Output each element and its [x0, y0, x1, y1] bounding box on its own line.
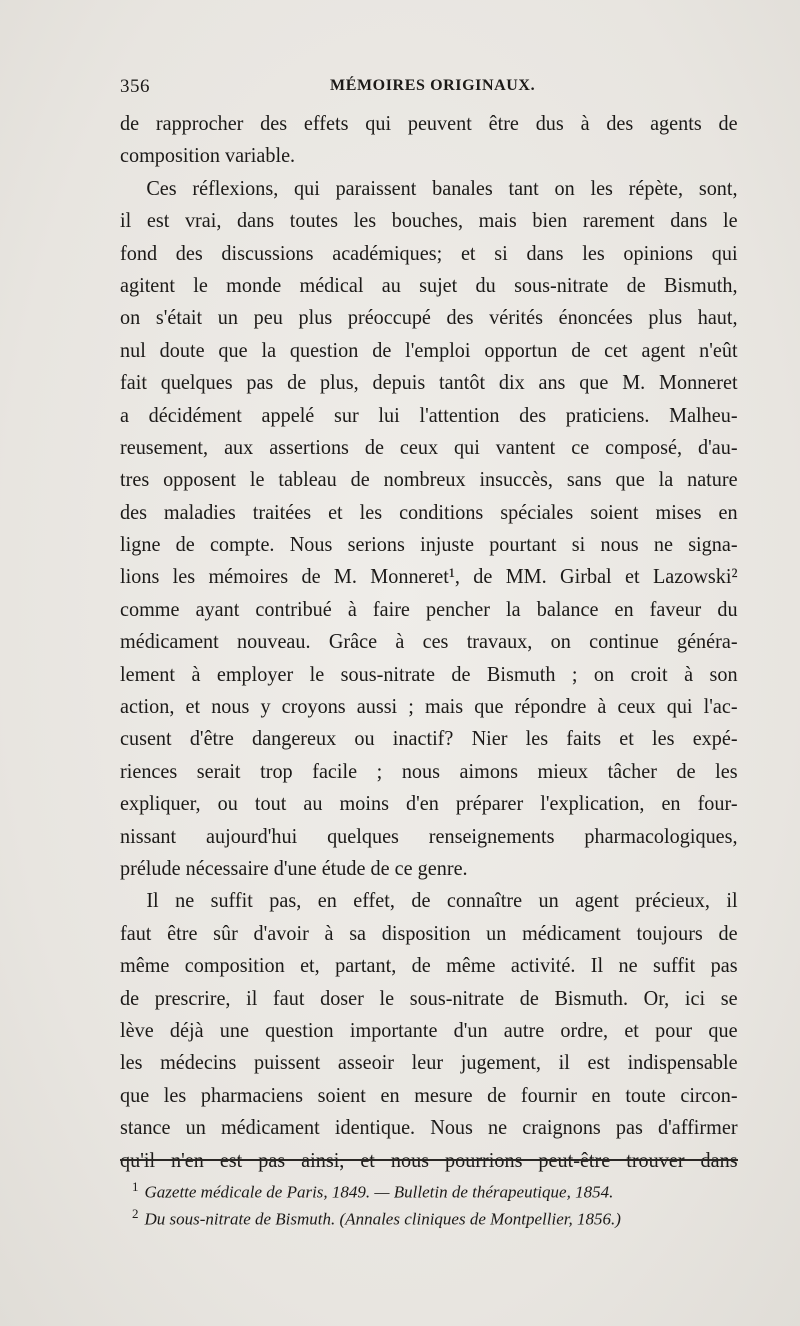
text-line: action, et nous y croyons aussi ; mais que répondre à ceux qui l'ac-	[120, 694, 738, 719]
text-line: que les pharmaciens soient en mesure de fournir en toute circon-	[120, 1082, 738, 1107]
footnotes	[132, 1173, 742, 1227]
text-line: ligne de compte. Nous serions injuste pourtant si nous ne signa-	[120, 532, 738, 557]
text-line: lève déjà une question importante d'un autre ordre, et pour que	[120, 1017, 738, 1042]
text-line: faut être sûr d'avoir à sa disposition un médicament toujours de	[120, 920, 738, 945]
paragraph-start-line: Il ne suffit pas, en effet, de connaître un agent précieux, il	[146, 888, 738, 913]
page-header	[120, 76, 740, 100]
text-line: composition variable.	[120, 143, 296, 168]
footnote-text: Gazette médicale de Paris, 1849. — Bulletin de thérapeutique, 1854.	[144, 1182, 614, 1202]
text-line: les médecins puissent asseoir leur jugement, il est indispensable	[120, 1050, 738, 1075]
footnote-number: 1	[132, 1179, 139, 1194]
text-line: de prescrire, il faut doser le sous-nitrate de Bismuth. Or, ici se	[120, 985, 738, 1010]
text-line: fait quelques pas de plus, depuis tantôt dix ans que M. Monneret	[120, 370, 738, 395]
text-line: de rapprocher des effets qui peuvent être dus à des agents de	[120, 111, 738, 135]
text-line: même composition et, partant, de même activité. Il ne suffit pas	[120, 953, 738, 978]
body-text	[120, 107, 738, 1176]
text-line: comme ayant contribué à faire pencher la balance en faveur du	[120, 596, 738, 621]
footnote-divider	[120, 1159, 738, 1161]
text-line: il est vrai, dans toutes les bouches, mais bien rarement dans le	[120, 208, 738, 233]
text-line: expliquer, ou tout au moins d'en préparer l'explication, en four-	[120, 791, 738, 816]
running-head: MÉMOIRES ORIGINAUX.	[330, 77, 536, 94]
text-line: stance un médicament identique. Nous ne craignons pas d'affirmer	[120, 1115, 738, 1140]
text-line: fond des discussions académiques; et si dans les opinions qui	[120, 240, 738, 265]
text-line: lement à employer le sous-nitrate de Bismuth ; on croit à son	[120, 661, 738, 686]
paragraph-start-line: Ces réflexions, qui paraissent banales tant on les répète, sont,	[146, 175, 738, 200]
text-line: lions les mémoires de M. Monneret¹, de MM. Girbal et Lazowski²	[120, 564, 738, 589]
text-line: nul doute que la question de l'emploi opportun de cet agent n'eût	[120, 337, 738, 362]
text-line: qu'il n'en est pas ainsi, et nous pourrions peut-être trouver dans	[120, 1147, 738, 1172]
footnote-text: Du sous-nitrate de Bismuth. (Annales cliniques de Montpellier, 1856.)	[144, 1209, 621, 1229]
text-line: a décidément appelé sur lui l'attention des praticiens. Malheu-	[120, 402, 738, 427]
footnote-number: 2	[132, 1206, 139, 1221]
footnote-2	[132, 1200, 742, 1227]
text-line: médicament nouveau. Grâce à ces travaux, on continue généra-	[120, 629, 738, 654]
text-line: tres opposent le tableau de nombreux insuccès, sans que la nature	[120, 467, 738, 492]
text-line: agitent le monde médical au sujet du sous-nitrate de Bismuth,	[120, 272, 738, 297]
text-line: nissant aujourd'hui quelques renseignements pharmacologiques,	[120, 823, 738, 848]
text-line: prélude nécessaire d'une étude de ce genre.	[120, 855, 468, 880]
text-line: on s'était un peu plus préoccupé des vérités énoncées plus haut,	[120, 305, 738, 330]
text-line: reusement, aux assertions de ceux qui vantent ce composé, d'au-	[120, 434, 738, 459]
page-number: 356	[120, 76, 150, 97]
text-line: cusent d'être dangereux ou inactif? Nier les faits et les expé-	[120, 726, 738, 751]
text-line: des maladies traitées et les conditions spéciales soient mises en	[120, 499, 738, 524]
footnote-1	[132, 1173, 742, 1200]
text-line: riences serait trop facile ; nous aimons mieux tâcher de les	[120, 758, 738, 783]
